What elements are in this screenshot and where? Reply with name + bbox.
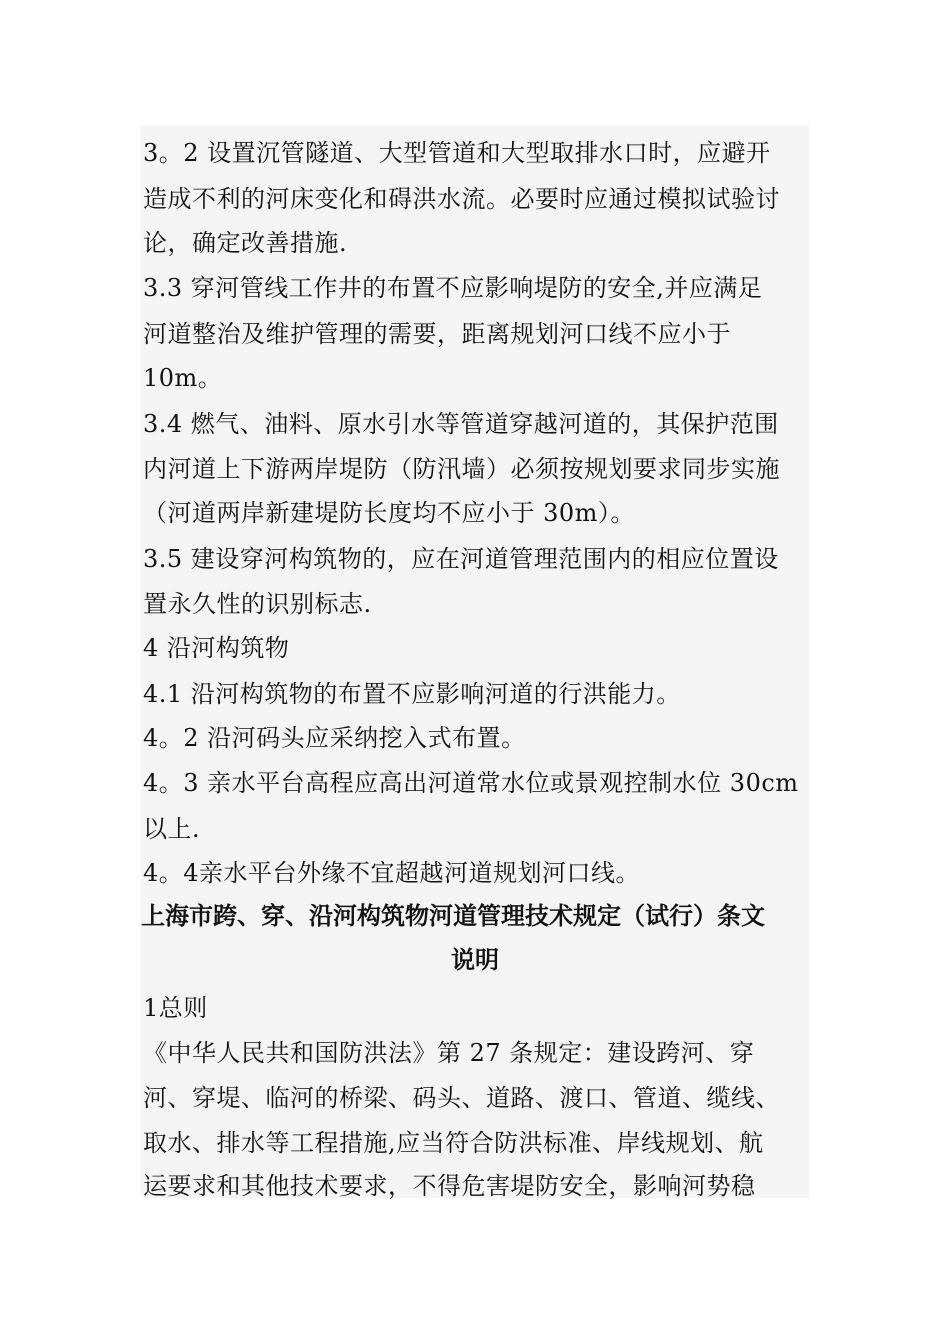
text-line: 《中华人民共和国防洪法》第 27 条规定：建设跨河、穿 bbox=[143, 1039, 755, 1067]
text-line: 3.4 燃气、油料、原水引水等管道穿越河道的，其保护范围 bbox=[143, 410, 779, 438]
text-line: （河道两岸新建堤防长度均不应小于 30m）。 bbox=[143, 499, 635, 527]
text-line: 置永久性的识别标志. bbox=[143, 590, 372, 618]
section-heading: 1总则 bbox=[143, 994, 208, 1022]
text-line: 4。4亲水平台外缘不宜超越河道规划河口线。 bbox=[143, 859, 641, 887]
text-line: 河道整治及维护管理的需要，距离规划河口线不应小于 bbox=[143, 320, 731, 348]
text-line: 河、穿堤、临河的桥梁、码头、道路、渡口、管道、缆线、 bbox=[143, 1084, 780, 1112]
text-line: 论，确定改善措施. bbox=[143, 229, 348, 257]
section-heading: 4 沿河构筑物 bbox=[143, 634, 290, 662]
text-line: 4。2 沿河码头应采纳挖入式布置。 bbox=[143, 724, 526, 752]
text-line: 运要求和其他技术要求，不得危害堤防安全，影响河势稳 bbox=[143, 1172, 756, 1200]
document-title-continued: 说明 bbox=[451, 946, 499, 974]
text-line: 10m。 bbox=[143, 364, 223, 392]
text-line: 3。2 设置沉管隧道、大型管道和大型取排水口时，应避开 bbox=[143, 139, 771, 167]
text-line: 4.1 沿河构筑物的布置不应影响河道的行洪能力。 bbox=[143, 680, 681, 708]
text-line: 造成不利的河床变化和碍洪水流。必要时应通过模拟试验讨 bbox=[143, 185, 780, 213]
text-line: 3.5 建设穿河构筑物的，应在河道管理范围内的相应位置设 bbox=[143, 545, 779, 573]
text-line: 3.3 穿河管线工作井的布置不应影响堤防的安全,并应满足 bbox=[143, 274, 763, 302]
text-line: 4。3 亲水平台高程应高出河道常水位或景观控制水位 30cm bbox=[143, 769, 799, 797]
document-title: 上海市跨、穿、沿河构筑物河道管理技术规定（试行）条文 bbox=[141, 902, 765, 930]
text-line: 内河道上下游两岸堤防（防汛墙）必须按规划要求同步实施 bbox=[143, 455, 780, 483]
text-line: 以上. bbox=[143, 815, 201, 843]
text-line: 取水、排水等工程措施,应当符合防洪标准、岸线规划、航 bbox=[143, 1129, 764, 1157]
